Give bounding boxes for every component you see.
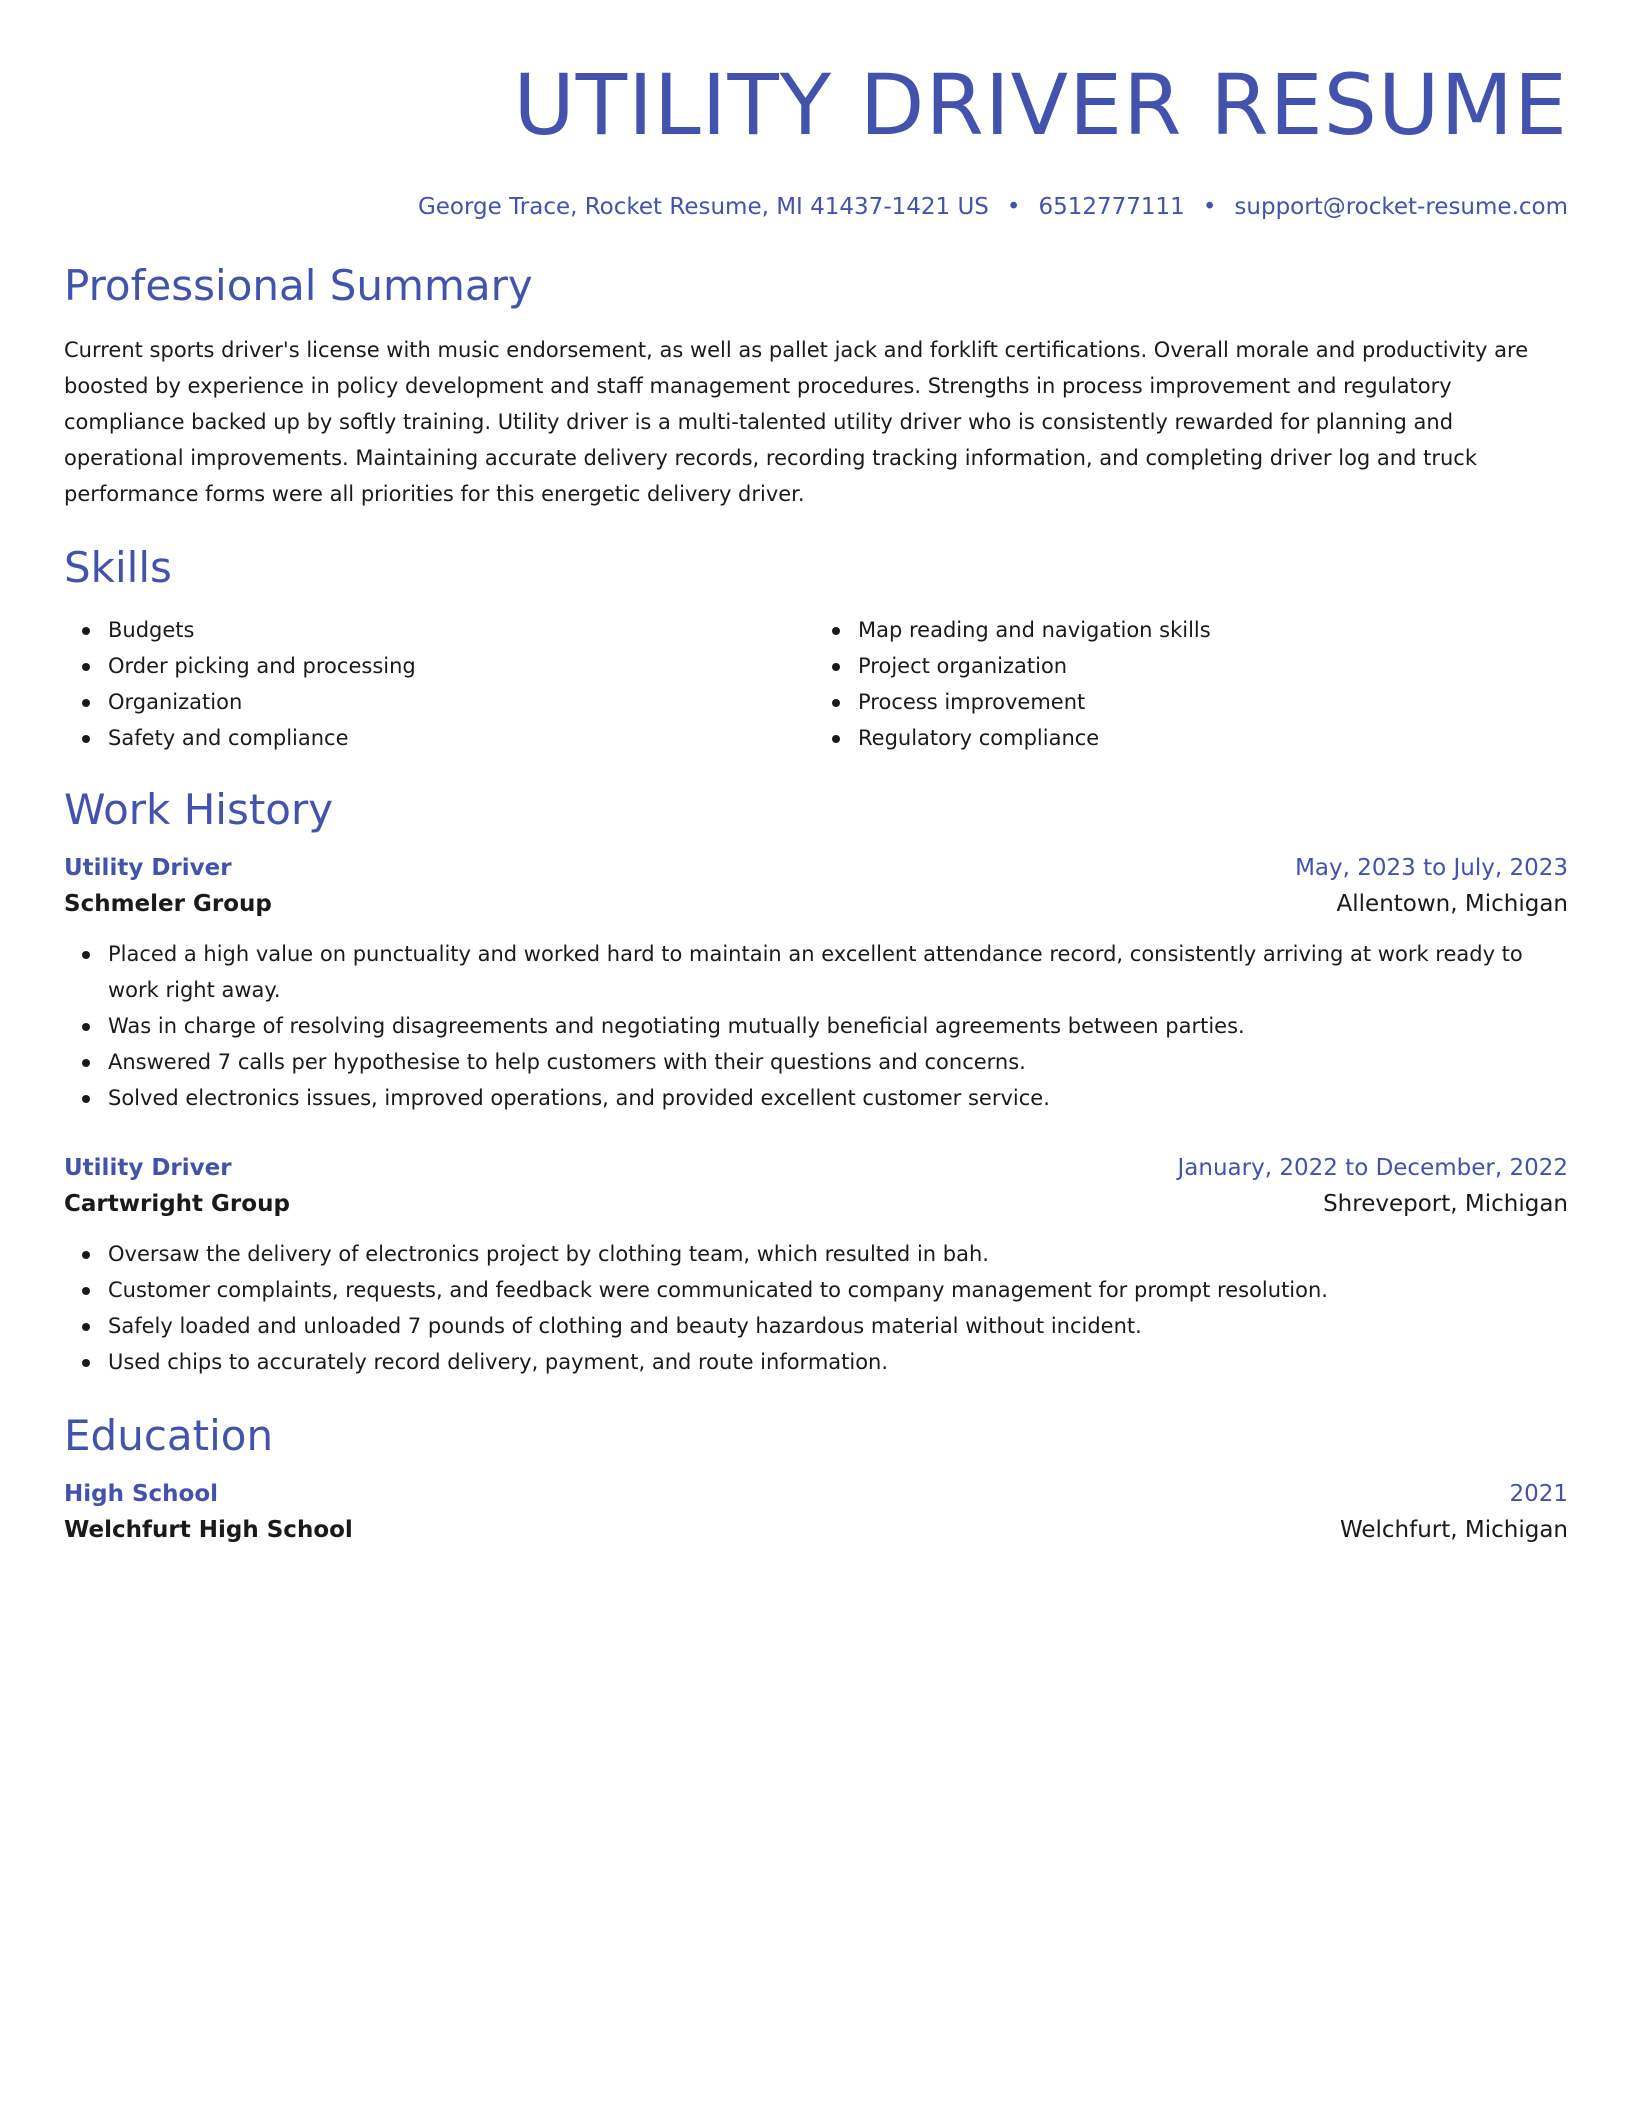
contact-separator: •: [1006, 194, 1021, 220]
job-company-row: [64, 1184, 1568, 1224]
job-header-row: [64, 1152, 1568, 1184]
skill-item: Safety and compliance: [108, 720, 816, 756]
skills-list: [64, 612, 1568, 756]
contact-email: support@rocket-resume.com: [1234, 194, 1568, 220]
job-duty-item: Used chips to accurately record delivery, payment, and route information.: [108, 1344, 1568, 1380]
job-title: Utility Driver: [64, 1155, 232, 1181]
job-duty-item: Was in charge of resolving disagreements and negotiating mutually beneficial agreements between parties.: [108, 1008, 1568, 1044]
education-heading: Education: [64, 1411, 274, 1460]
education-degree: High School: [64, 1481, 219, 1507]
job-duty-item: Oversaw the delivery of electronics project by clothing team, which resulted in bah.: [108, 1236, 1568, 1272]
job-entry: [64, 852, 1568, 1116]
skills-column-left: [64, 612, 816, 756]
contact-phone: 6512777111: [1038, 194, 1185, 220]
skill-item: Process improvement: [858, 684, 1568, 720]
job-location: Shreveport, Michigan: [1323, 1191, 1568, 1217]
skill-item: Map reading and navigation skills: [858, 612, 1568, 648]
education-school-row: [64, 1510, 1568, 1550]
job-duty-item: Customer complaints, requests, and feedback were communicated to company management for prompt resolution.: [108, 1272, 1568, 1308]
work-history-heading: Work History: [64, 785, 334, 834]
skills-heading: Skills: [64, 543, 172, 592]
job-dates: January, 2022 to December, 2022: [1177, 1155, 1568, 1181]
skill-item: Order picking and processing: [108, 648, 816, 684]
job-duties: [64, 936, 1568, 1116]
job-duties: [64, 1236, 1568, 1380]
job-duty-item: Placed a high value on punctuality and worked hard to maintain an excellent attendance record, consistently arriving at work ready to work right away.: [108, 936, 1568, 1008]
education-school: Welchfurt High School: [64, 1517, 353, 1543]
education-header-row: [64, 1478, 1568, 1510]
resume-title: UTILITY DRIVER RESUME: [513, 56, 1568, 154]
job-title: Utility Driver: [64, 855, 232, 881]
summary-text: Current sports driver's license with music endorsement, as well as pallet jack and forklift certifications. Overall morale and productivity are boosted by experience in policy development and staff management procedures. Strengths in process improvement and regulatory compliance backed up by softly training. Utility driver is a multi-talented utility driver who is consistently rewarded for planning and operational improvements. Maintaining accurate delivery records, recording tracking information, and completing driver log and truck performance forms were all priorities for this energetic delivery driver.: [64, 338, 1529, 506]
contact-separator: •: [1202, 194, 1217, 220]
job-dates: May, 2023 to July, 2023: [1295, 855, 1568, 881]
job-company: Cartwright Group: [64, 1191, 290, 1217]
skill-item: Regulatory compliance: [858, 720, 1568, 756]
job-location: Allentown, Michigan: [1336, 891, 1568, 917]
contact-address: George Trace, Rocket Resume, MI 41437-1421 US: [417, 194, 989, 220]
skill-item: Project organization: [858, 648, 1568, 684]
job-header-row: [64, 852, 1568, 884]
summary-heading: Professional Summary: [64, 261, 533, 310]
skills-column-right: [816, 612, 1568, 756]
contact-line: [64, 192, 1568, 222]
education-entry: [64, 1478, 1568, 1550]
skill-item: Organization: [108, 684, 816, 720]
job-duty-item: Safely loaded and unloaded 7 pounds of clothing and beauty hazardous material without incident.: [108, 1308, 1568, 1344]
job-entry: [64, 1152, 1568, 1380]
job-company: Schmeler Group: [64, 891, 272, 917]
education-year: 2021: [1509, 1481, 1568, 1507]
skill-item: Budgets: [108, 612, 816, 648]
job-duty-item: Solved electronics issues, improved operations, and provided excellent customer service.: [108, 1080, 1568, 1116]
education-location: Welchfurt, Michigan: [1339, 1517, 1568, 1543]
job-company-row: [64, 884, 1568, 924]
job-duty-item: Answered 7 calls per hypothesise to help customers with their questions and concerns.: [108, 1044, 1568, 1080]
